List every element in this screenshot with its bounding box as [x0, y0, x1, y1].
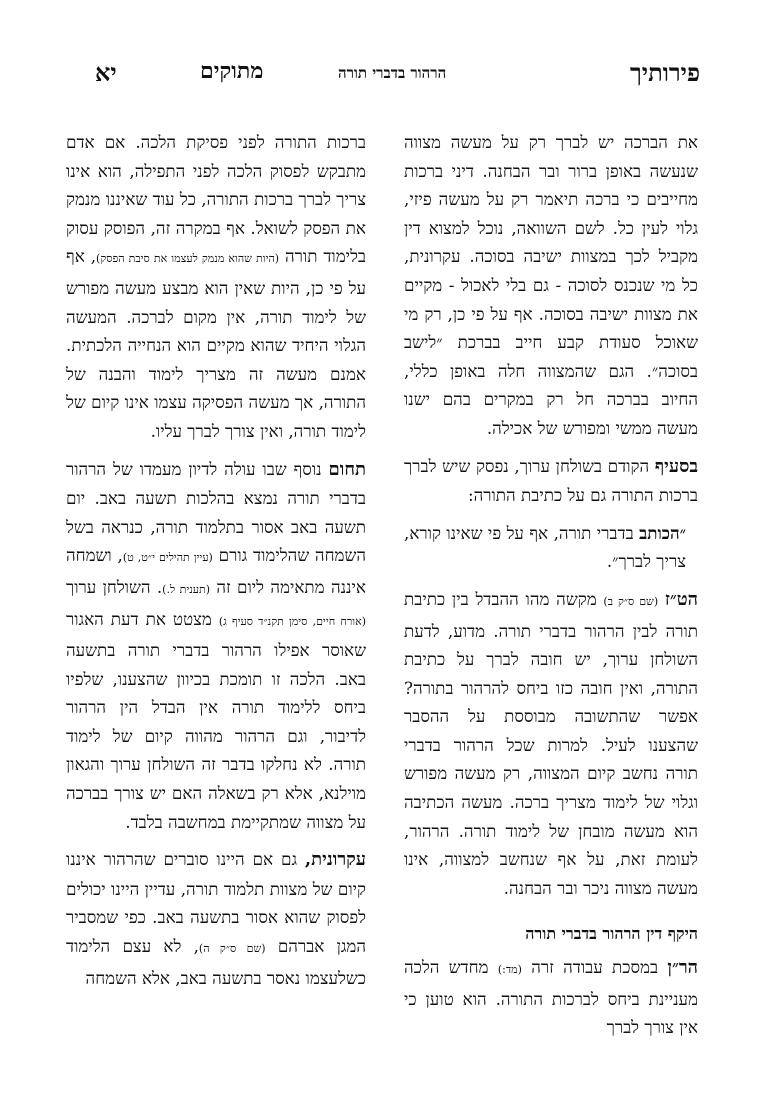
- quote-lead-word: ״הכותב: [639, 522, 686, 543]
- source-reference: (עיין תהילים י״ט, ט): [122, 551, 213, 565]
- left-column: [66, 128, 366, 1001]
- paragraph-text: נוסף שבו עולה לדיון מעמדו של הרהור בדברי תורה נמצא בהלכות תשעה באב. יום תשעה באב אסור בתלמוד תורה, כנראה בשל השמחה שהלימוד גורם: [66, 458, 366, 566]
- source-reference: (שם ס״ק ב): [603, 594, 659, 608]
- paragraph-text: הקודם בשולחן ערוך, נפסק שיש לברך ברכות התורה גם על כתיבת התורה:: [404, 455, 698, 506]
- paragraph-text: ברכות התורה לפני פסיקת הלכה. אם אדם מתבקש לפסוק הלכה לפני התפילה, הוא אינו צריך לברך ברכות התורה, כל עוד שאיננו מנמק את הפסק לשואל. אף במקרה זה, הפוסק עסוק בלימוד תורה: [66, 132, 367, 267]
- running-head-right: פירותיך: [630, 58, 700, 87]
- section-heading: היקף דין הרהור בדברי תורה: [525, 924, 698, 944]
- paragraph: [404, 585, 698, 903]
- page-number: יא: [95, 58, 117, 87]
- paragraph-text: , ושמחה איננה מתאימה ליום זה: [66, 545, 366, 597]
- paragraph-text: גם אם היינו סוברים שהרהור איננו קיום של מצוות תלמוד תורה, עדיין היינו יכולים לפסוק שהוא אסור בתשעה באב. כפי שמסביר המגן אברהם: [66, 849, 366, 957]
- lead-word: בסעיף: [654, 455, 698, 477]
- block-quote: [404, 519, 698, 576]
- lead-word: עקרונית,: [304, 849, 366, 871]
- paragraph-text: במסכת עבודה זרה: [521, 957, 668, 978]
- lead-word: הט״ז: [664, 588, 698, 610]
- paragraph: [66, 455, 366, 837]
- lead-word: הר״ן: [667, 957, 699, 979]
- paragraph: [66, 128, 366, 446]
- source-reference: (שם ס״ק ה): [198, 942, 266, 956]
- right-column: [404, 128, 698, 1051]
- paragraph-text: מצטט את דעת האגור שאוסר אפילו הרהור בדברי תורה בתשעה באב. הלכה זו תומכת בכיוון שהצענו, שלפיו ביחס ללימוד תורה אין הבדל הין הרהור לדיבור, וגם הרהור מהווה קיום של לימוד תורה. לא נחלקו בדבר זה השולחן ערוך והגאון מוילנא, אלא רק בשאלה האם יש צורך בברכה על מצווה שמתקיימת במחשבה בלבד.: [66, 608, 366, 832]
- source-reference: (תענית ל.): [162, 582, 210, 596]
- source-reference: (מד:): [497, 963, 522, 977]
- paragraph-text: , לא עצם הלימוד כשלעצמו נאסר בתשעה באב, אלא השמחה: [66, 936, 366, 988]
- paragraph-text: . השולחן ערוך: [66, 576, 163, 597]
- paragraph-text: מחדש הלכה מעניינת ביחס לברכות התורה. הוא טוען כי אין צורך לברך: [404, 957, 698, 1038]
- running-head-subtitle: הרהור בדברי תורה: [338, 64, 447, 82]
- paragraph: [404, 953, 698, 1042]
- paragraph-text: מקשה מהו ההבדל בין כתיבת תורה לבין הרהור בדברי תורה. מדוע, לדעת השולחן ערוך, יש חובה לברך על כתיבת התורה, ואין חובה כזו ביחס להרהור בתורה? אפשר שהתשובה מבוססת על ההסבר שהצענו לעיל. למרות שכל הרהור בדברי תורה נחשב קיום המצווה, רק מעשה מפורש וגלוי של לימוד מצריך ברכה. מעשה הכתיבה הוא מעשה מובחן של לימוד תורה. הרהור, לעומת זאת, על אף שנחשב למצווה, אינו מעשה מצווה ניכר ובר הבחנה.: [404, 588, 698, 898]
- paragraph: [66, 845, 366, 992]
- paragraph: [404, 452, 698, 510]
- source-reference: (היות שהוא מנמק לעצמו את סיבת הפסק): [96, 252, 280, 266]
- paragraph-text: , אף על פי כן, היות שאין הוא מבצע מעשה מפורש של לימוד תורה, אין מקום לברכה. המעשה הגלוי היחיד שהוא מקיים הוא הנחייה הלכתית. אמנם מעשה זה מצריך לימוד והבנה של התורה, אך מעשה הפסיקה עצמו אינו קיום של לימוד תורה, ואין צורך לברך עליו.: [66, 246, 366, 441]
- page-header: [0, 58, 768, 92]
- quote-text: בדברי תורה, אף על פי שאינו קורא, צריך לברך״.: [404, 522, 686, 572]
- running-head-title: מתוקים: [200, 58, 264, 84]
- source-reference: (אורח חיים, סימן תקנ״ד סעיף ג): [218, 614, 366, 628]
- lead-word: תחום: [328, 458, 366, 480]
- paragraph: את הברכה יש לברך רק על מעשה מצווה שנעשה באופן ברור ובר הבחנה. דיני ברכות מחייבים כי ברכה תיאמר רק על מעשה פיזי, גלוי לעין כל. לשם השוואה, נוכל למצוא דין מקביל לכך במצוות ישיבה בסוכה. עקרונית, כל מי שנכנס לסוכה - גם בלי לאכול - מקיים את מצוות ישיבה בסוכה. אף על פי כן, רק מי שאוכל סעודת קבע חייב בברכת ״לישב בסוכה״. הגם שהמצווה חלה באופן כללי, החיוב בברכה חל רק במקרים בהם ישנו מעשה ממשי ומפורש של אכילה.: [404, 132, 698, 438]
